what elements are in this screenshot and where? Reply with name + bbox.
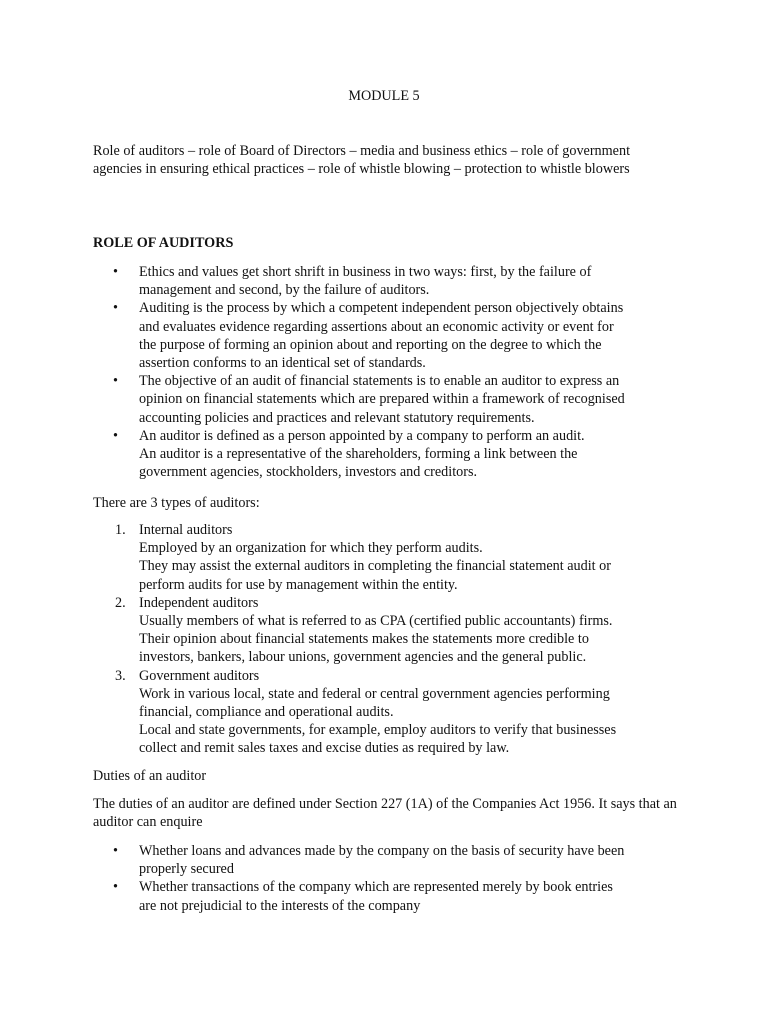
list-item-line: assertion conforms to an identical set of standards. [139, 355, 426, 372]
list-number: 2. [115, 594, 126, 611]
role-bullet-item [93, 263, 678, 299]
list-item-line: and evaluates evidence regarding assertions about an economic activity or event for [139, 318, 614, 335]
auditor-types-list [93, 521, 678, 758]
list-item-line: • Whether transactions of the company which are represented merely by book entries [139, 879, 613, 896]
duties-intro: The duties of an auditor are defined under Section 227 (1A) of the Companies Act 1956. It says that an auditor can enquire [93, 796, 677, 831]
list-item-line: investors, bankers, labour unions, government agencies and the general public. [139, 649, 587, 666]
list-item-line: • An auditor is defined as a person appointed by a company to perform an audit. [139, 427, 585, 444]
role-bullet-item [93, 372, 678, 427]
auditor-type-item [93, 521, 678, 594]
role-bullet-list [93, 263, 678, 481]
auditor-type-item [93, 594, 678, 667]
list-item-line: opinion on financial statements which are prepared within a framework of recognised [139, 391, 625, 408]
list-item-line: • Auditing is the process by which a competent independent person objectively obtains [139, 300, 624, 317]
role-bullet-item [93, 427, 678, 482]
list-item-line: An auditor is a representative of the shareholders, forming a link between the [139, 446, 578, 463]
list-item-line: Employed by an organization for which they perform audits. [139, 540, 483, 557]
list-item-line: They may assist the external auditors in completing the financial statement audit or [139, 558, 611, 575]
list-item-line: • Whether loans and advances made by the company on the basis of security have been [139, 843, 625, 859]
list-item-line: Usually members of what is referred to as CPA (certified public accountants) firms. [139, 613, 613, 630]
list-number: 1. [115, 522, 126, 538]
list-item-line: Local and state governments, for example, employ auditors to verify that businesses [139, 722, 617, 739]
module-title: MODULE 5 [348, 88, 420, 104]
list-item-line: financial, compliance and operational audits. [139, 704, 394, 721]
list-item-line: Government auditors [139, 667, 260, 684]
list-item-line: Internal auditors [139, 522, 233, 538]
auditor-type-item [93, 667, 678, 758]
types-intro: There are 3 types of auditors: [93, 495, 260, 511]
list-item-line: perform audits for use by management within the entity. [139, 576, 458, 593]
list-item-line: Independent auditors [139, 594, 259, 611]
list-item-line: management and second, by the failure of auditors. [139, 282, 430, 299]
intro-paragraph: Role of auditors – role of Board of Directors – media and business ethics – role of government agencies in ensuring ethical practices – role of whistle blowing – protection to whistle blowers [93, 143, 631, 178]
list-item-line: • Ethics and values get short shrift in business in two ways: first, by the failure of [139, 264, 592, 280]
duties-bullet-item [93, 878, 678, 914]
list-item-line: collect and remit sales taxes and excise duties as required by law. [139, 740, 510, 757]
list-item-line: government agencies, stockholders, investors and creditors. [139, 464, 478, 481]
section-heading: ROLE OF AUDITORS [93, 235, 234, 251]
list-item-line: • The objective of an audit of financial statements is to enable an auditor to express an [139, 373, 620, 390]
list-item-line: Their opinion about financial statements makes the statements more credible to [139, 631, 589, 648]
role-bullet-item [93, 299, 678, 372]
list-item-line: the purpose of forming an opinion about and reporting on the degree to which the [139, 336, 602, 353]
list-item-line: accounting policies and practices and relevant statutory requirements. [139, 409, 535, 426]
list-number: 3. [115, 667, 126, 684]
list-item-line: properly secured [139, 861, 234, 878]
list-item-line: Work in various local, state and federal or central government agencies performing [139, 685, 610, 702]
duties-heading: Duties of an auditor [93, 768, 207, 784]
duties-bullet-list [93, 842, 678, 915]
duties-bullet-item [93, 842, 678, 878]
list-item-line: are not prejudicial to the interests of the company [139, 897, 421, 914]
